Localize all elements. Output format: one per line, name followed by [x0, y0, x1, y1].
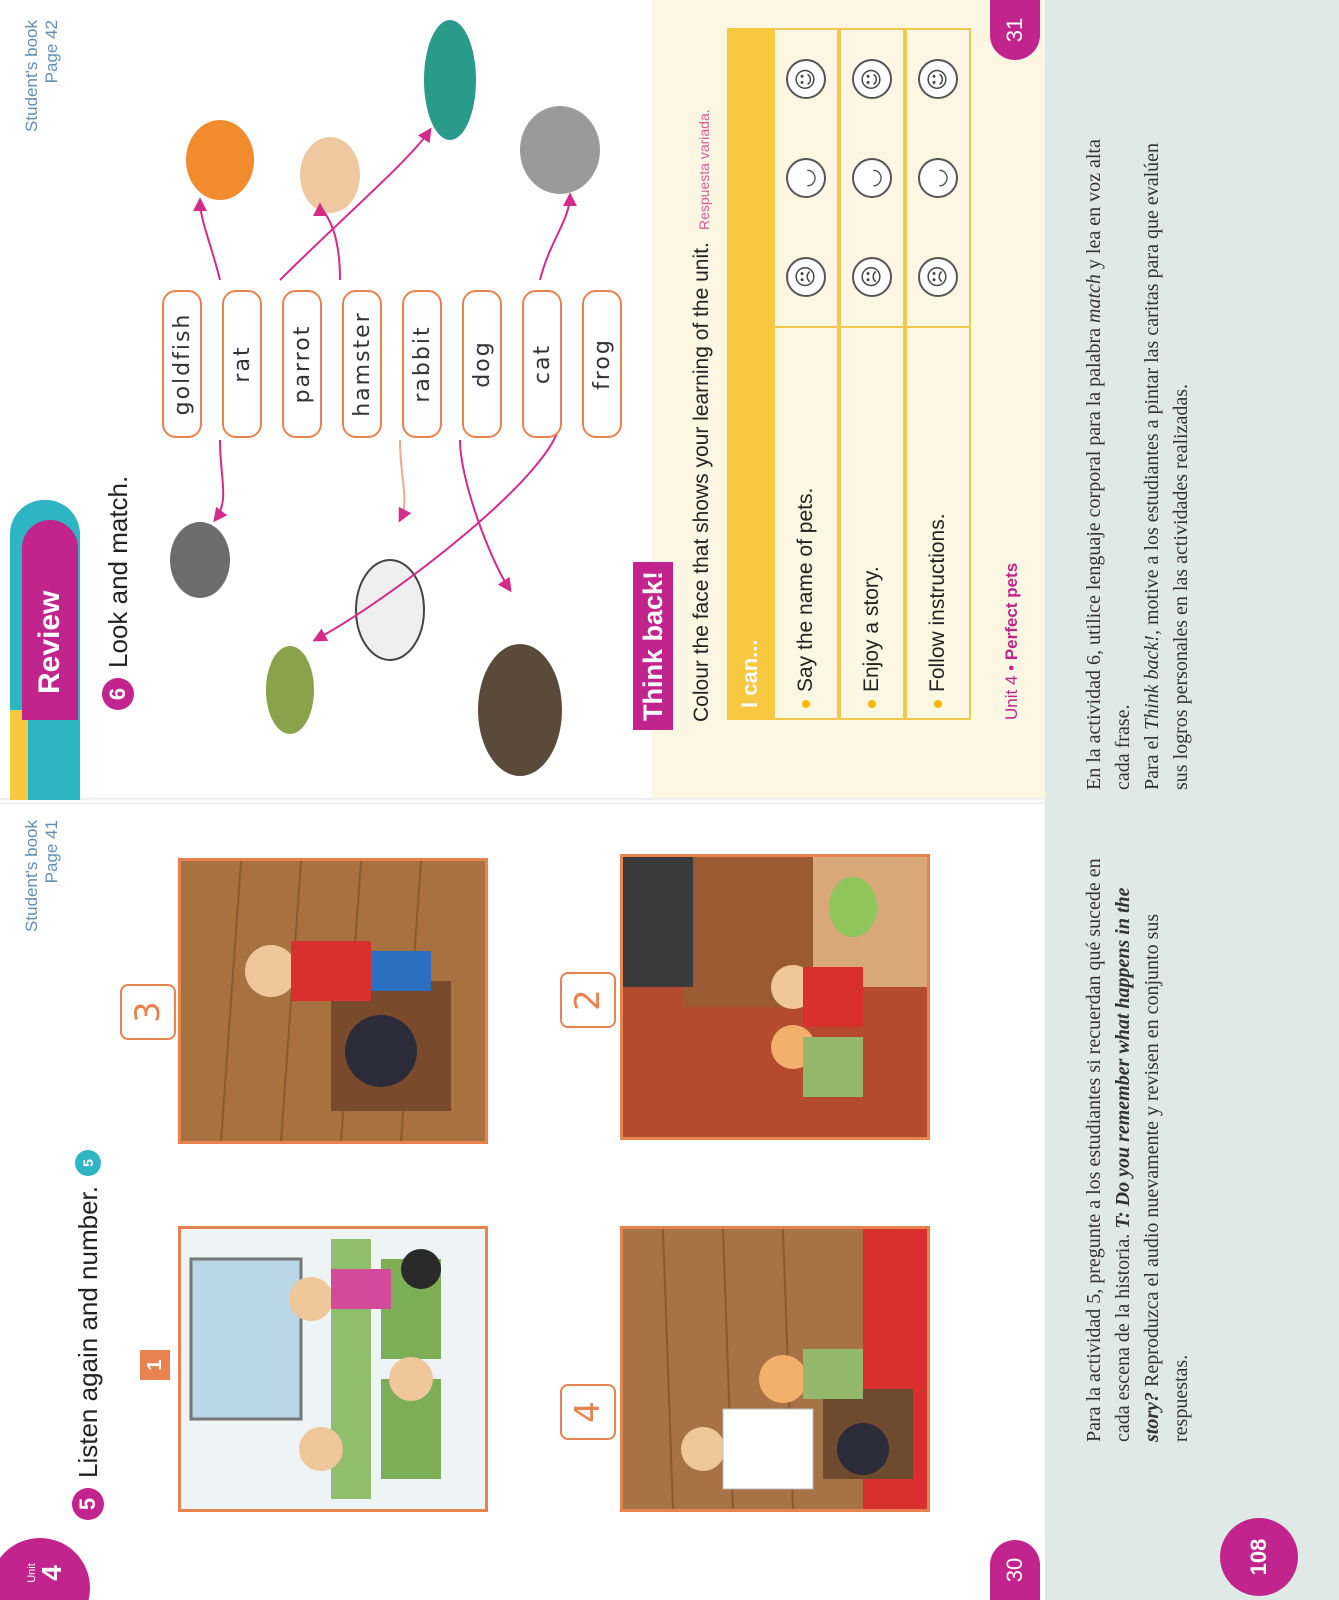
note-emphasis: Think back!,: [1141, 630, 1163, 731]
house-scene-illustration: [623, 857, 927, 1137]
doctor-scene-illustration: [623, 1229, 927, 1509]
student-book-reference-right: [22, 20, 62, 180]
rat-icon: [170, 522, 230, 598]
word-parrot[interactable]: parrot: [282, 290, 322, 438]
review-tab: [22, 520, 78, 720]
note-emphasis: match: [1083, 274, 1105, 323]
neutral-face-icon[interactable]: ◡: [852, 158, 892, 198]
note-question: T: Do you remember what happens in the story?: [1112, 887, 1163, 1442]
teacher-note-activity-5: [1080, 842, 1196, 1442]
answer-box-4: 4: [560, 1384, 616, 1440]
story-panel-1: [178, 1226, 488, 1512]
student-book-label: Student's book: [22, 20, 41, 132]
think-back-tab: [633, 562, 673, 730]
review-tab-label: Review: [33, 590, 66, 694]
table-row: [905, 28, 971, 720]
sad-face-icon[interactable]: ☹: [786, 257, 826, 297]
word-goldfish[interactable]: goldfish: [162, 290, 202, 438]
think-back-title: Think back!: [637, 570, 668, 722]
activity-5-title: [72, 1150, 104, 1520]
cat-icon: [520, 106, 600, 194]
bedroom-scene-illustration: [181, 861, 485, 1141]
word-dog[interactable]: dog: [462, 290, 502, 438]
answer-note: Respuesta variada.: [696, 109, 712, 230]
note-text: En la actividad 6, utilice lenguaje corporal para la palabra: [1083, 322, 1105, 790]
student-book-page: Page 41: [42, 820, 61, 884]
happy-face-icon[interactable]: ☺: [918, 59, 958, 99]
note-text: Para el: [1141, 730, 1163, 790]
frog-icon: [266, 646, 314, 734]
table-row: [839, 28, 905, 720]
activity-number-badge: 5: [72, 1488, 104, 1520]
student-book-reference-left: [22, 820, 62, 980]
answer-box-2: 2: [560, 972, 616, 1028]
review-tab-stripe: [10, 710, 28, 800]
teacher-page-number-text: 108: [1246, 1538, 1271, 1576]
note-paragraph-1: [1080, 130, 1138, 790]
footer-title: Perfect pets: [1002, 562, 1021, 661]
student-book-page: Page 42: [42, 20, 61, 84]
sad-face-icon[interactable]: ☹: [918, 257, 958, 297]
row-label: Follow instructions.: [926, 513, 949, 692]
word-hamster[interactable]: hamster: [342, 290, 382, 438]
unit-badge-number: 4: [36, 1565, 67, 1581]
note-text: Para la actividad 5, pregunte a los estudiantes si recuerdan qué sucede en cada escena de la historia.: [1083, 858, 1134, 1442]
student-book-label: Student's book: [22, 820, 41, 932]
word-cat[interactable]: cat: [522, 290, 562, 438]
note-text: Reproduzca el audio nuevamente y revisen en conjunto sus respuestas.: [1141, 913, 1192, 1442]
goldfish-icon: [186, 120, 254, 200]
parrot-icon: [424, 20, 476, 140]
think-back-instruction: Colour the face that shows your learning of the unit.: [690, 242, 713, 722]
unit-footer: [1002, 563, 1022, 720]
footer-separator: •: [1002, 660, 1021, 676]
happy-face-icon[interactable]: ☺: [786, 59, 826, 99]
audio-track-icon[interactable]: 5: [75, 1150, 101, 1176]
faces-header: [727, 28, 773, 330]
page-number-text: 31: [1002, 17, 1027, 43]
page-number-31: [990, 0, 1040, 60]
row-label: Say the name of pets.: [794, 487, 817, 692]
story-panel-3: [178, 858, 488, 1144]
activity-instruction: Look and match.: [102, 475, 133, 668]
story-panel-2: [620, 854, 930, 1140]
word-rat[interactable]: rat: [222, 290, 262, 438]
page-number-text: 30: [1002, 1557, 1027, 1583]
word-rabbit[interactable]: rabbit: [402, 290, 442, 438]
row-text: [926, 328, 950, 718]
page-number-30: [990, 1540, 1040, 1600]
classroom-scene-illustration: [181, 1229, 485, 1509]
neutral-face-icon[interactable]: ◡: [786, 158, 826, 198]
teacher-note-activity-6: [1080, 130, 1196, 790]
note-paragraph-2: [1138, 130, 1196, 790]
i-can-header: I can...: [727, 330, 773, 720]
row-text: [794, 328, 818, 718]
happy-face-icon[interactable]: ☺: [852, 59, 892, 99]
footer-unit: Unit 4: [1002, 675, 1021, 720]
dog-icon: [478, 644, 562, 776]
story-panel-4: [620, 1226, 930, 1512]
row-text: [860, 328, 884, 718]
note-text: motive a los estudiantes a pintar las caritas para que evalúen sus logros personales en las actividades realizadas.: [1141, 142, 1192, 790]
answer-box-1: 1: [140, 1350, 170, 1380]
sad-face-icon[interactable]: ☹: [852, 257, 892, 297]
teacher-page-number: [1220, 1518, 1298, 1596]
table-row: [773, 28, 839, 720]
neutral-face-icon[interactable]: ◡: [918, 158, 958, 198]
unit-badge-label: Unit: [26, 1563, 38, 1583]
hamster-icon: [300, 137, 360, 213]
answer-box-3: 3: [120, 984, 176, 1040]
activity-instruction: Listen again and number.: [72, 1186, 103, 1478]
word-frog[interactable]: frog: [582, 290, 622, 438]
note-text: y lea en voz alta cada frase.: [1083, 139, 1134, 790]
row-label: Enjoy a story.: [860, 566, 883, 692]
activity-number-badge: 6: [102, 678, 134, 710]
